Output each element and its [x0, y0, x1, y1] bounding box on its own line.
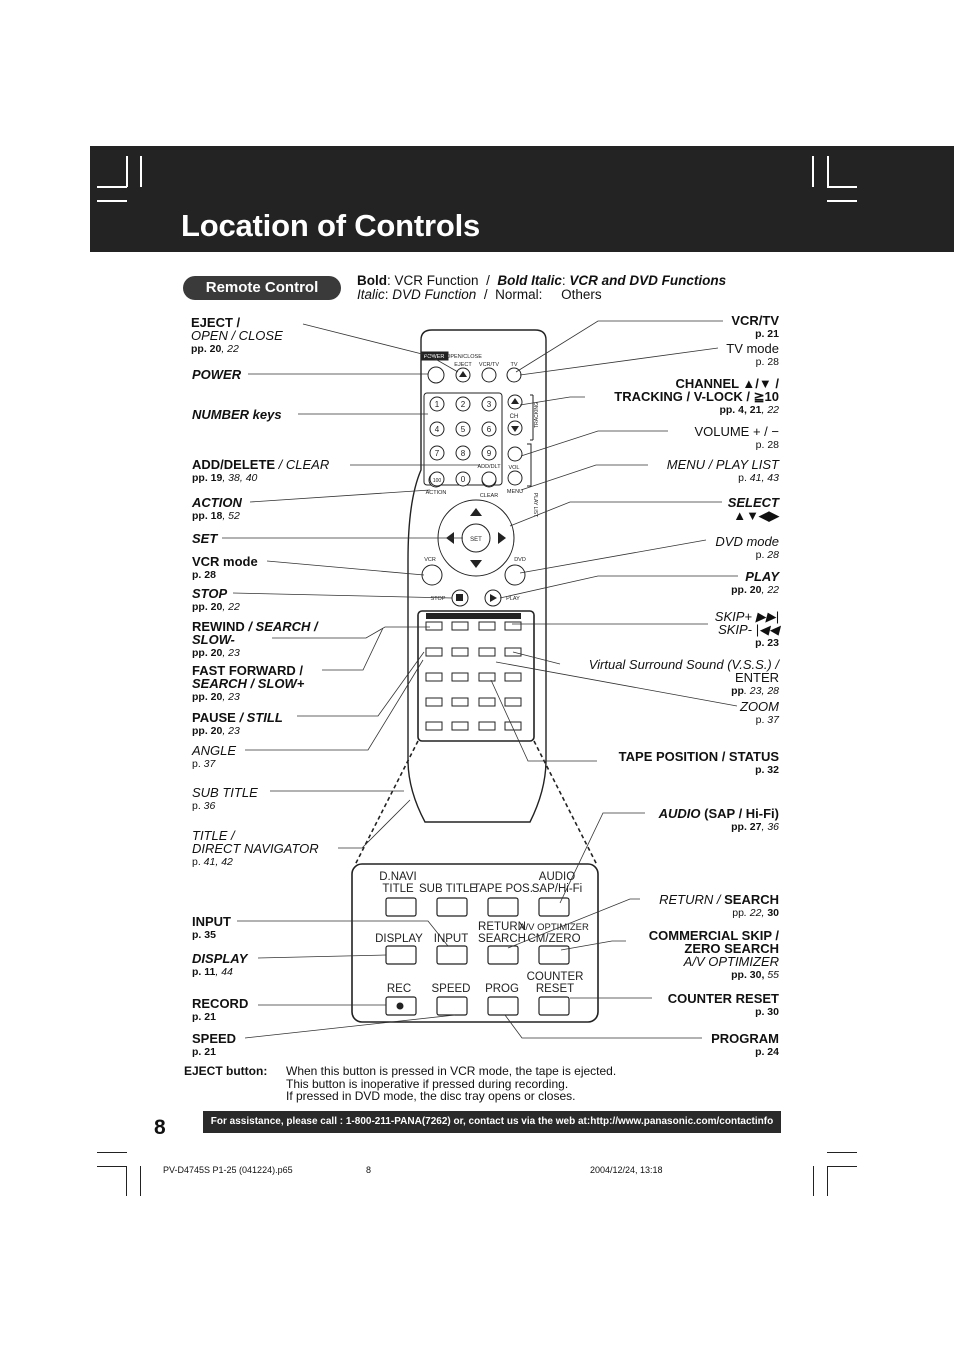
page-ref: 30 — [767, 907, 779, 919]
label-vcr-mode — [192, 555, 258, 582]
stop-text: STOP — [430, 596, 446, 602]
label-text: Virtual Surround Sound (V.S.S.) / — [588, 657, 779, 672]
leader-title-nav — [338, 800, 410, 848]
page-ref: p. — [755, 549, 765, 561]
label-text: SKIP- |◀◀ — [718, 622, 779, 637]
label-text: / STILL — [235, 710, 283, 725]
page-ref: p. 23 — [755, 637, 779, 649]
page-ref: p. 21 — [755, 328, 779, 340]
page-ref: p. 24 — [755, 1046, 779, 1058]
label-eject-text: EJECT / — [191, 315, 241, 330]
crop-mark — [827, 1166, 857, 1167]
legend-bold-italic-desc: VCR and DVD Functions — [569, 273, 727, 288]
open-close-text: OPEN/CLOSE — [446, 354, 482, 360]
vol-text: VOL — [508, 465, 520, 471]
page-ref: pp. 4, 21 — [719, 404, 762, 416]
page-ref: 37 — [200, 758, 216, 770]
label-set: SET — [192, 531, 218, 546]
page-ref: p. 28 — [755, 356, 779, 368]
page-ref: 37 — [764, 714, 779, 726]
leader-speed — [245, 1015, 455, 1038]
label-pause — [192, 711, 283, 738]
label-text: PLAY — [745, 569, 779, 584]
label-text: COUNTER RESET — [667, 991, 779, 1006]
crop-mark — [97, 1152, 127, 1153]
label-text: PAUSE — [192, 710, 236, 725]
vcr-tv-button — [482, 368, 496, 382]
label-text: COMMERCIAL SKIP / — [648, 928, 779, 943]
label-return — [659, 893, 779, 920]
crop-mark — [126, 1166, 127, 1196]
input-button — [437, 946, 467, 964]
label-text: ANGLE — [192, 743, 237, 758]
menu-text: MENU — [506, 489, 524, 495]
section-tab: Remote Control — [183, 276, 341, 300]
label-text: / CLEAR — [275, 457, 330, 472]
page-ref: pp. 20 — [192, 601, 223, 613]
page-ref: p. — [755, 714, 765, 726]
ch-bracket — [530, 395, 533, 440]
label-text: FAST FORWARD / — [192, 663, 303, 678]
rec-dot-icon — [397, 1003, 404, 1010]
legend-bold-desc: VCR Function — [394, 273, 479, 288]
label-text: RETURN / — [659, 892, 721, 907]
eject-note-line: If pressed in DVD mode, the disc tray opens or closes. — [286, 1089, 576, 1103]
label-text: SEARCH / SLOW+ — [192, 676, 305, 691]
set-text: SET — [470, 537, 482, 543]
page-ref: pp. 30, — [731, 969, 768, 981]
zoom-avoptimizer: A/V OPTIMIZER — [519, 922, 589, 933]
crop-mark — [97, 1166, 127, 1167]
counter-reset-button — [539, 997, 569, 1015]
page-ref: p. — [192, 758, 201, 770]
vcr-text: VCR — [424, 557, 436, 563]
label-text: DISPLAY — [192, 951, 248, 966]
label-text: ZOOM — [740, 699, 779, 714]
zoom-reset: RESET — [535, 983, 575, 995]
leader-dvd-mode — [520, 540, 706, 573]
label-text: TRACKING / V-LOCK / ≧10 — [614, 389, 779, 404]
page-ref: p. 21 — [192, 1011, 216, 1023]
volume-up-button — [508, 447, 522, 461]
page-number: 8 — [154, 1116, 166, 1139]
label-text: A/V OPTIMIZER — [683, 954, 779, 969]
legend-italic-term: Italic — [357, 287, 385, 302]
label-text: ADD/DELETE — [192, 457, 276, 472]
legend-normal-desc: Others — [561, 287, 602, 302]
leader-action — [250, 490, 430, 502]
key-3: 3 — [486, 400, 492, 409]
legend-line-2: Italic: DVD Function / Normal: Others — [357, 287, 602, 302]
label-text: TAPE POSITION / STATUS — [618, 749, 779, 764]
page-ref: pp. 20 — [192, 725, 223, 737]
page-ref: , 44 — [215, 966, 233, 978]
key-1: 1 — [434, 400, 440, 409]
key-7: 7 — [434, 449, 440, 458]
label-text: VCR/TV — [731, 313, 779, 328]
cm-zero-button — [539, 946, 569, 964]
vol-bracket — [527, 444, 531, 486]
page-ref: p. — [738, 472, 747, 484]
crop-mark — [813, 1166, 814, 1196]
ch-text: CH — [509, 414, 519, 420]
page-ref: , 23 — [222, 647, 240, 659]
zoom-search: SEARCH — [478, 933, 526, 945]
leader-channel — [520, 397, 585, 405]
page-ref: pp — [732, 907, 744, 919]
audio-button — [539, 898, 569, 916]
page-ref: pp. 27 — [731, 821, 762, 833]
label-text: DVD mode — [715, 534, 779, 549]
label-action — [192, 496, 242, 523]
page-ref: , 52 — [222, 510, 240, 522]
label-text: SELECT — [727, 495, 779, 510]
label-text: SUB TITLE — [192, 785, 258, 800]
label-program — [711, 1032, 779, 1059]
label-text: MENU / PLAY LIST — [666, 457, 779, 472]
legend-sep: / — [483, 287, 488, 302]
label-text: AUDIO — [658, 806, 701, 821]
label-text: ENTER — [734, 670, 779, 685]
zoom-saphifi: SAP/Hi-Fi — [531, 883, 583, 895]
page-ref: 41, 42 — [200, 856, 233, 868]
page-ref: 28 — [764, 549, 779, 561]
return-search-button — [488, 946, 518, 964]
page-ref: p. 32 — [755, 764, 779, 776]
page-ref: pp. 18 — [192, 510, 223, 522]
page-ref: pp. 20 — [192, 691, 223, 703]
label-title-navigator — [192, 829, 319, 869]
crop-mark — [140, 1166, 141, 1196]
label-text: PROGRAM — [711, 1031, 779, 1046]
label-input — [192, 915, 231, 942]
assistance-footer: For assistance, please call : 1-800-211-PANA(7262) or, contact us via the web at:http://www.panasonic.com/contactinfo — [203, 1111, 781, 1133]
label-zoom — [740, 700, 779, 727]
label-record — [192, 997, 248, 1024]
label-number-keys: NUMBER keys — [192, 407, 282, 422]
dnavi-title-button — [386, 898, 416, 916]
page-title: Location of Controls — [181, 208, 481, 243]
page-ref: pp. 20 — [192, 647, 223, 659]
page-ref: p. 35 — [192, 929, 216, 941]
leader-menu — [521, 465, 648, 490]
label-text: (SAP / Hi-Fi) — [700, 806, 779, 821]
play-text: PLAY — [506, 596, 520, 602]
zoom-audio: AUDIO — [538, 871, 576, 883]
label-skip — [715, 610, 779, 650]
leader-tv-mode — [520, 348, 718, 375]
file-name: PV-D4745S P1-25 (041224).p65 — [163, 1165, 293, 1175]
page-ref: p. — [192, 856, 201, 868]
leader-vcr-mode — [267, 561, 424, 575]
zoom-input: INPUT — [433, 933, 469, 945]
zoom-speed: SPEED — [431, 983, 471, 995]
label-text: SPEED — [192, 1031, 237, 1046]
page-ref: 41, 43 — [746, 472, 779, 484]
speed-button — [437, 997, 467, 1015]
leader-volume — [521, 431, 668, 456]
label-counter-reset — [668, 992, 779, 1019]
zoom-subtitle: SUB TITLE — [419, 883, 477, 895]
legend-bold-italic-term: Bold Italic — [497, 273, 562, 288]
label-angle — [192, 744, 236, 771]
label-add-delete — [192, 458, 329, 485]
key-0: 0 — [460, 475, 466, 484]
label-text: DIRECT NAVIGATOR — [192, 841, 319, 856]
label-sub-title — [192, 786, 258, 813]
label-stop — [192, 587, 240, 614]
label-dvd-mode — [715, 535, 779, 562]
file-page: 8 — [366, 1165, 372, 1175]
page-ref: , 22 — [761, 404, 779, 416]
label-text: SLOW- — [192, 632, 235, 647]
page-ref: , 23 — [222, 691, 240, 703]
key-9: 9 — [486, 449, 492, 458]
power-button — [428, 367, 444, 383]
page-ref: . 22, — [743, 907, 768, 919]
zoom-rec: REC — [386, 983, 412, 995]
zoom-line-right — [534, 741, 597, 865]
key-8: 8 — [460, 449, 466, 458]
leader-ff — [322, 628, 383, 670]
legend-line-1: Bold: VCR Function / Bold Italic: VCR and DVD Functions — [357, 273, 727, 288]
page-ref: p. 30 — [755, 1006, 779, 1018]
legend-sep: / — [486, 273, 490, 288]
zoom-return: RETURN — [478, 921, 526, 933]
label-display — [192, 952, 247, 979]
zoom-counter: COUNTER — [526, 971, 584, 983]
key-4: 4 — [434, 425, 440, 434]
dvd-text: DVD — [514, 557, 526, 563]
key-100: 100 — [432, 478, 442, 484]
label-tape-position — [619, 750, 779, 777]
leader-vcr-tv — [516, 321, 723, 372]
subtitle-button — [437, 898, 467, 916]
vcr-mode-button — [422, 565, 442, 585]
label-power: POWER — [192, 367, 242, 382]
power-text: POWER — [423, 354, 445, 360]
label-open-close-text: OPEN / CLOSE — [191, 328, 283, 343]
key-5: 5 — [460, 425, 466, 434]
label-channel — [614, 377, 779, 417]
zoom-prog: PROG — [485, 983, 519, 995]
tape-pos-button — [488, 898, 518, 916]
page-ref: , 22 — [761, 584, 779, 596]
key-2: 2 — [460, 400, 466, 409]
label-text: REWIND — [192, 619, 245, 634]
page-ref: , 36 — [761, 821, 779, 833]
label-text: SEARCH — [720, 892, 779, 907]
zoom-tapepos: TAPE POS. — [473, 883, 533, 895]
key-6: 6 — [486, 425, 492, 434]
stop-icon — [456, 594, 463, 601]
label-eject — [191, 316, 283, 356]
play-list-text: PLAY LIST — [532, 492, 538, 518]
clear-text: CLEAR — [479, 493, 499, 499]
legend-bold-term: Bold — [357, 273, 387, 288]
page-ref: , 22 — [222, 601, 240, 613]
legend-italic-desc: DVD Function — [392, 287, 477, 302]
label-play — [731, 570, 779, 597]
page-ref: p. 11 — [192, 966, 216, 978]
crop-mark — [827, 1166, 828, 1196]
label-fast-forward — [192, 664, 304, 704]
label-select — [728, 496, 779, 522]
label-vss — [589, 658, 779, 698]
label-text: ZERO SEARCH — [684, 941, 779, 956]
page-ref: 55 — [767, 969, 779, 981]
leader-play — [500, 576, 738, 598]
action-text: ACTION — [425, 490, 447, 496]
zoom-cmzero: CM/ZERO — [527, 933, 581, 945]
zoom-title: TITLE — [382, 883, 414, 895]
label-tv-mode — [726, 342, 779, 369]
eject-note-line: When this button is pressed in VCR mode, the tape is ejected. — [286, 1064, 617, 1078]
page-ref: , 23 — [222, 725, 240, 737]
dvd-mode-button — [505, 565, 525, 585]
leader-tape-position — [491, 680, 597, 761]
label-text: TV mode — [726, 341, 779, 356]
leader-eject — [303, 324, 458, 372]
vcr-tv-text: VCR/TV — [478, 362, 500, 368]
file-date: 2004/12/24, 13:18 — [590, 1165, 663, 1175]
search-skip-strip — [426, 613, 521, 619]
page-ref: pp. 20 — [191, 343, 222, 355]
legend-normal-term: Normal: — [495, 287, 543, 302]
tracking-text: TRACKING — [534, 402, 540, 428]
page-ref: pp. 20 — [731, 584, 762, 596]
label-commercial-skip — [649, 929, 779, 982]
page-ref: . 23, 28 — [743, 685, 779, 697]
page-ref: p. 21 — [192, 1046, 216, 1058]
page-ref: pp. 19 — [192, 472, 223, 484]
eject-text: EJECT — [454, 362, 472, 368]
label-text: TITLE / — [192, 828, 235, 843]
crop-mark — [827, 1152, 857, 1153]
page-ref: 36 — [200, 800, 216, 812]
page-ref: pp — [731, 685, 744, 697]
page-ref: p. 28 — [755, 439, 779, 451]
label-text: ▲▼◀▶ — [733, 508, 779, 523]
page-ref: , 22 — [221, 343, 239, 355]
label-speed — [192, 1032, 236, 1059]
label-text: RECORD — [192, 996, 249, 1011]
label-text: INPUT — [192, 914, 231, 929]
prog-button — [488, 997, 518, 1015]
page-ref: p. 28 — [192, 569, 216, 581]
display-button — [386, 946, 416, 964]
leader-vss — [513, 652, 560, 664]
zoom-display: DISPLAY — [375, 933, 423, 945]
leader-pause — [297, 652, 424, 716]
label-menu — [667, 458, 779, 485]
eject-note-line: This button is inoperative if pressed during recording. — [286, 1076, 569, 1091]
eject-note-label: EJECT button: — [184, 1064, 268, 1078]
add-dlt-text: ADD/DLT — [477, 464, 501, 470]
label-text: VOLUME + / − — [694, 424, 779, 439]
tv-text: TV — [510, 362, 518, 368]
leader-display — [258, 955, 386, 958]
label-text: / SEARCH / — [244, 619, 318, 634]
page-ref: p. — [192, 800, 201, 812]
label-volume — [694, 425, 779, 452]
leader-stop — [233, 593, 452, 598]
zoom-dnavi: D.NAVI — [379, 871, 417, 883]
eject-note-body — [286, 1065, 616, 1103]
label-text: SKIP+ ▶▶| — [714, 609, 779, 624]
label-rewind — [192, 620, 318, 660]
label-text: CHANNEL ▲/▼ / — [675, 376, 779, 391]
page-ref: , 38, 40 — [222, 472, 258, 484]
label-text: VCR mode — [192, 554, 258, 569]
label-audio — [659, 807, 779, 834]
label-vcr-tv — [731, 314, 779, 341]
volume-down-button — [508, 471, 522, 485]
label-text: STOP — [192, 586, 228, 601]
leader-select — [510, 502, 722, 526]
label-text: ACTION — [192, 495, 242, 510]
